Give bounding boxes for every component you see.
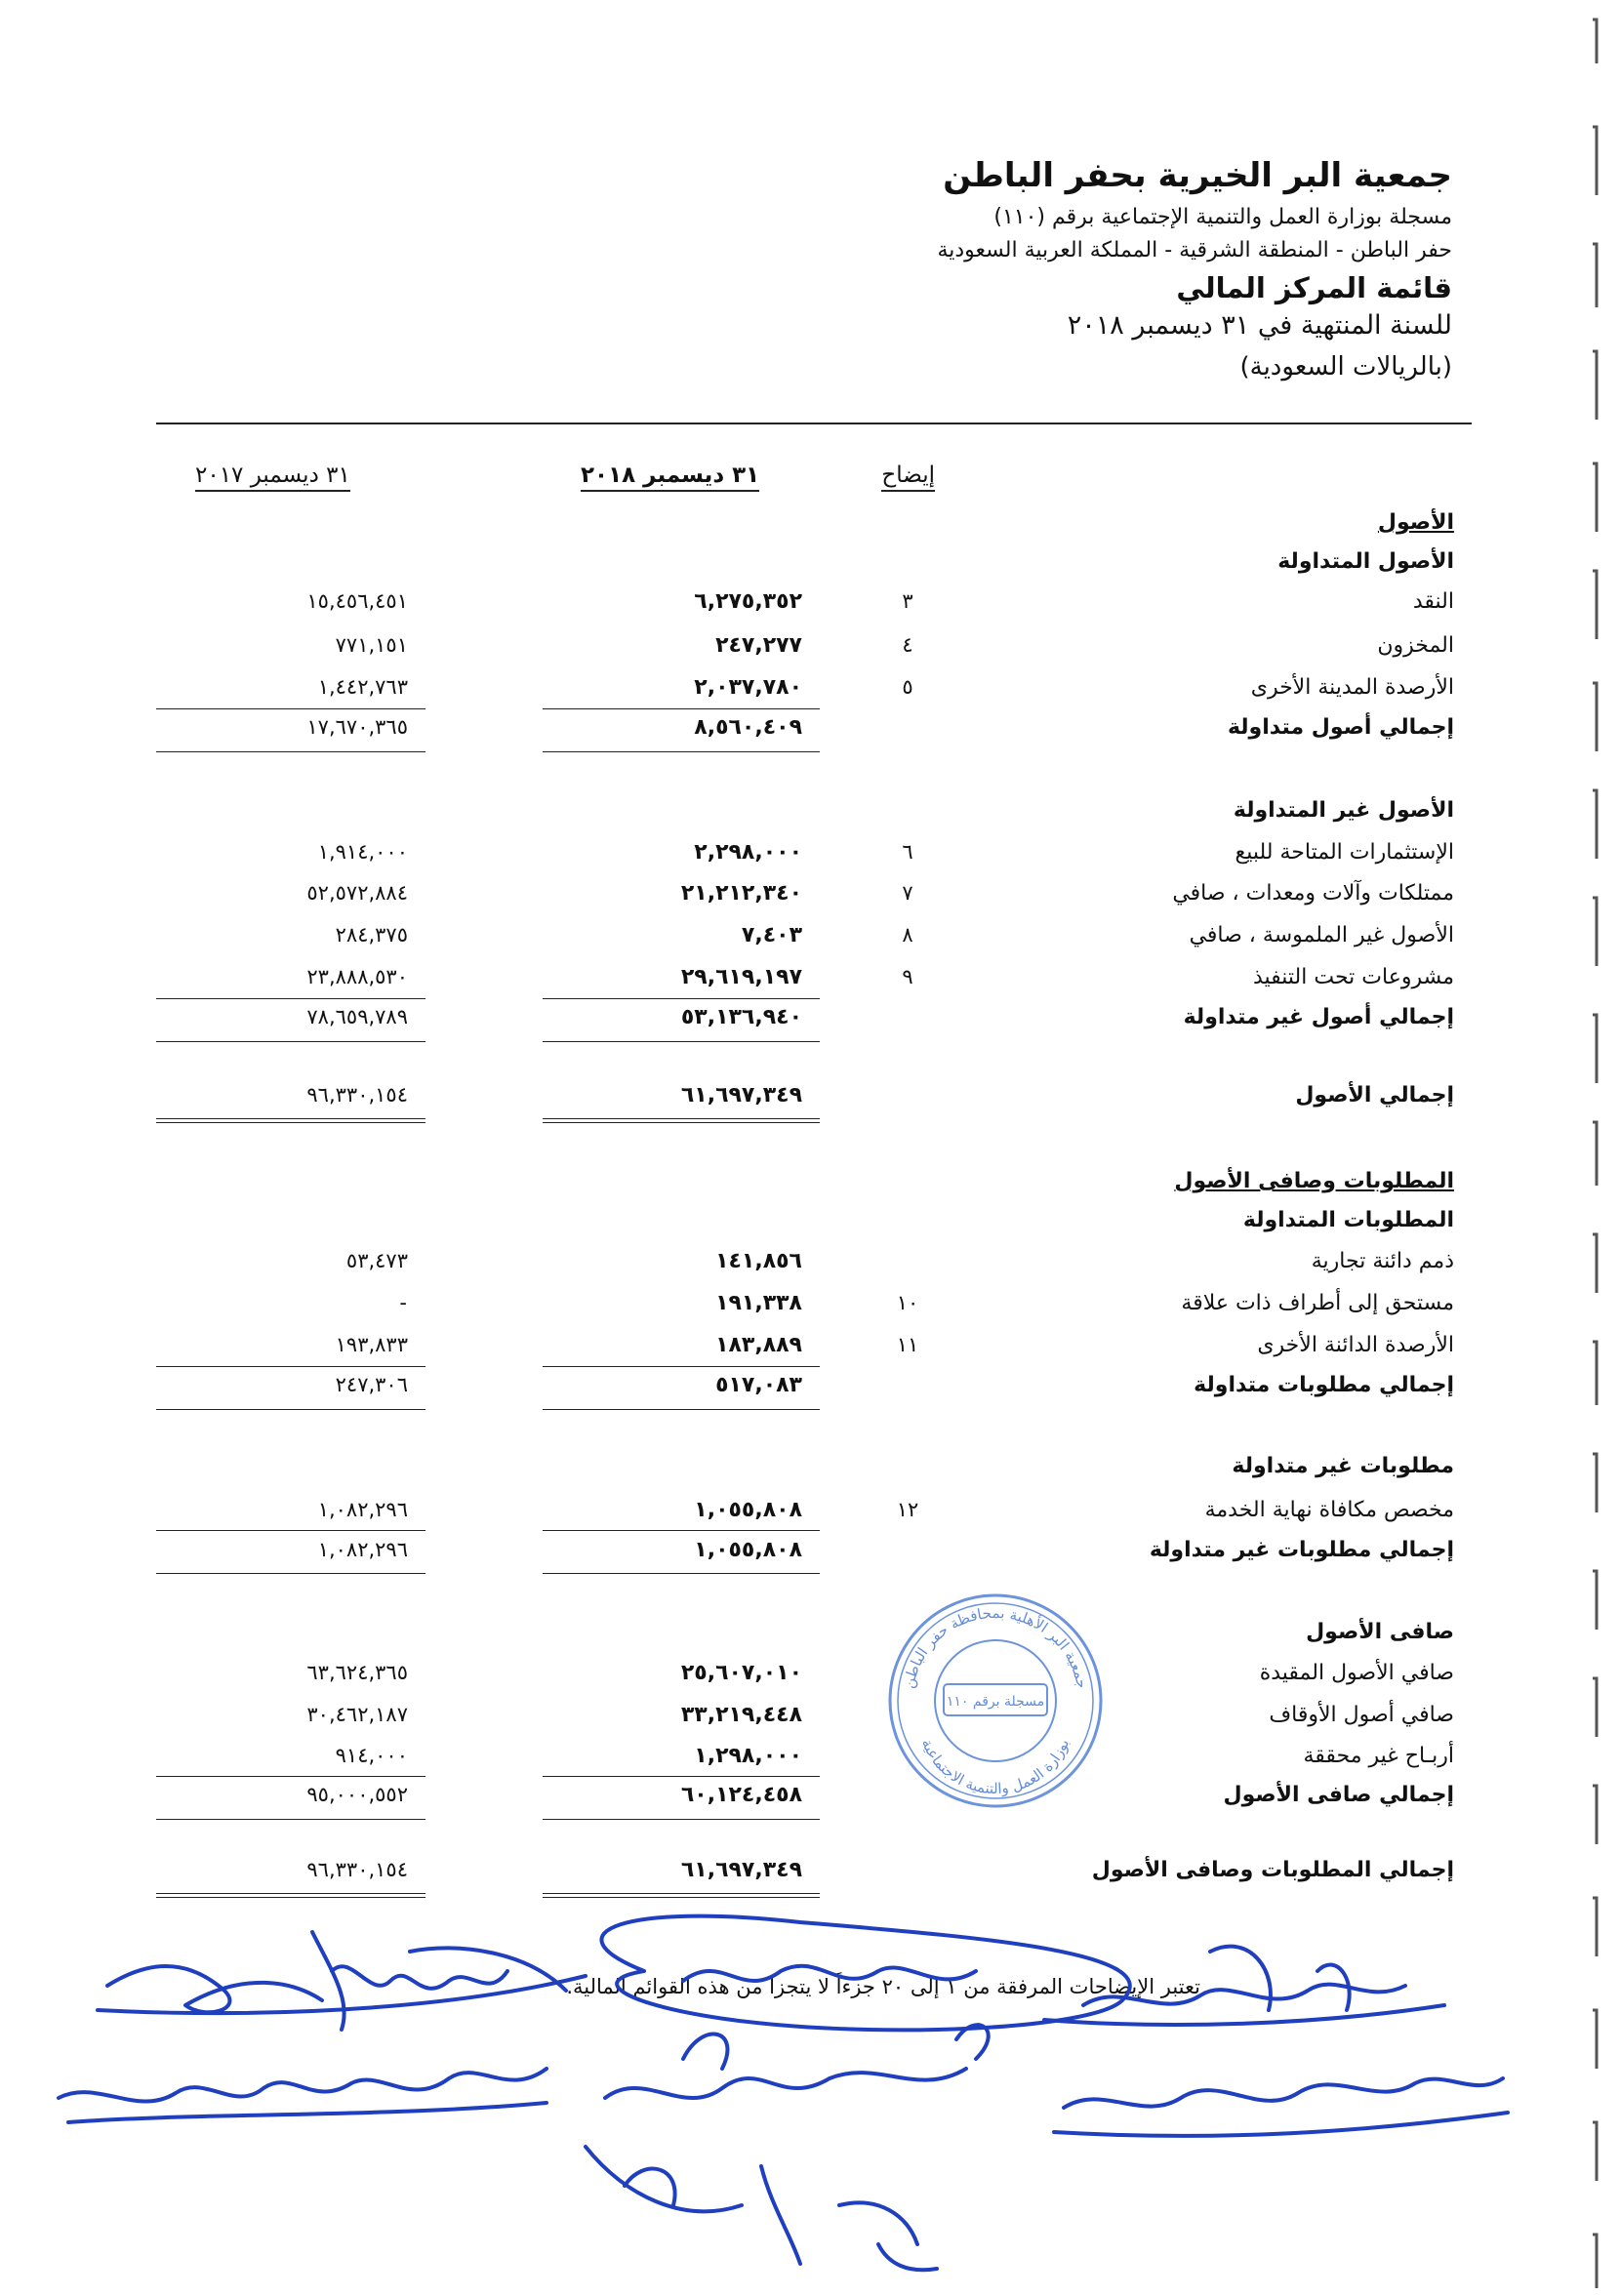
- subtotal-rule: [543, 1776, 820, 1777]
- value-2017: ٥٢,٥٧٢,٨٨٤: [306, 881, 408, 905]
- statement-header: [379, 156, 1452, 386]
- registration-line: مسجلة بوزارة العمل والتنمية الإجتماعية برقم (١١٠): [993, 205, 1452, 229]
- value-2017: ٩٥,٠٠٠,٥٥٢: [306, 1783, 408, 1806]
- row-label: إجمالي الأصول: [1295, 1083, 1454, 1108]
- value-2018: ٥١٧,٠٨٣: [715, 1373, 802, 1397]
- table-row: [0, 923, 1620, 962]
- subtotal-rule: [156, 708, 425, 709]
- table-row: [0, 549, 1620, 588]
- table-row: [0, 1169, 1620, 1208]
- stamp-inner-text: مسجلة برقم ١١٠: [946, 1694, 1045, 1710]
- grand-total-rule: [156, 1893, 425, 1898]
- total-rule: [543, 751, 820, 752]
- grand-total-rule: [543, 1893, 820, 1898]
- row-note: ٧: [902, 881, 913, 905]
- subtotal-rule: [543, 708, 820, 709]
- row-label: صافى الأصول: [1306, 1620, 1454, 1644]
- table-row: [0, 633, 1620, 672]
- value-2018: ١٤١,٨٥٦: [715, 1249, 802, 1273]
- table-row: [0, 1498, 1620, 1537]
- table-row: [0, 798, 1620, 837]
- table-row: [0, 1373, 1620, 1412]
- row-note: ٤: [902, 633, 913, 657]
- row-label: إجمالي مطلوبات غير متداولة: [1149, 1538, 1454, 1562]
- signature-icon: [601, 1916, 1129, 2031]
- value-2017: ٢٣,٨٨٨,٥٣٠: [306, 965, 408, 988]
- currency-note: (بالريالات السعودية): [1239, 352, 1452, 382]
- value-2018: ٦,٢٧٥,٣٥٢: [694, 589, 802, 614]
- statement-title: قائمة المركز المالي: [1176, 271, 1452, 304]
- signature-icon: [1044, 1985, 1444, 2025]
- table-row: [0, 1783, 1620, 1822]
- signature-icon: [586, 2147, 937, 2270]
- value-2018: ١٨٣,٨٨٩: [715, 1333, 802, 1357]
- row-label: الأصول المتداولة: [1277, 549, 1454, 574]
- row-label: إجمالي صافى الأصول: [1223, 1783, 1454, 1807]
- table-row: [0, 881, 1620, 920]
- subtotal-rule: [156, 998, 425, 999]
- footnote: تعتبر الإيضاحات المرفقة من ١ إلى ٢٠ جزءاً لا يتجزا من هذه القوائم المالية.: [566, 1975, 1200, 1998]
- signature-icon: [605, 2025, 989, 2098]
- total-rule: [156, 1409, 425, 1410]
- row-label: المخزون: [1377, 633, 1454, 658]
- row-label: المطلوبات المتداولة: [1242, 1208, 1454, 1232]
- table-row: [0, 589, 1620, 628]
- table-row: [0, 1620, 1620, 1659]
- row-label: مشروعات تحت التنفيذ: [1252, 965, 1454, 989]
- row-label: الأصول: [1377, 510, 1454, 535]
- value-2018: ٢٤٧,٢٧٧: [715, 633, 802, 658]
- total-rule: [543, 1409, 820, 1410]
- value-2018: ٢,٠٣٧,٧٨٠: [694, 675, 802, 700]
- header-rule: [156, 423, 1472, 424]
- row-label: ممتلكات وآلات ومعدات ، صافي: [1172, 881, 1454, 906]
- grand-total-rule: [543, 1118, 820, 1123]
- row-label: مطلوبات غير متداولة: [1232, 1454, 1454, 1478]
- row-note: ١١: [896, 1333, 919, 1356]
- row-note: ١٠: [896, 1291, 919, 1314]
- table-row: [0, 1291, 1620, 1330]
- value-2018: ٢٩,٦١٩,١٩٧: [680, 965, 802, 989]
- row-note: ١٢: [896, 1498, 919, 1521]
- value-2017: ١,٠٨٢,٢٩٦: [317, 1498, 408, 1521]
- subtotal-rule: [543, 1366, 820, 1367]
- value-2017: ١٥,٤٥٦,٤٥١: [306, 589, 408, 613]
- column-header-2018: ٣١ ديسمبر ٢٠١٨: [581, 463, 759, 492]
- total-rule: [156, 751, 425, 752]
- row-note: ٩: [902, 965, 913, 988]
- row-label: الأصول غير المتداولة: [1233, 798, 1454, 823]
- value-2018: ٦٠,١٢٤,٤٥٨: [680, 1783, 802, 1807]
- subtotal-rule: [156, 1530, 425, 1531]
- location-line: حفر الباطن - المنطقة الشرقية - المملكة العربية السعودية: [937, 238, 1452, 262]
- row-label: الأصول غير الملموسة ، صافي: [1189, 923, 1454, 947]
- table-row: [0, 1249, 1620, 1288]
- row-label: مخصص مكافاة نهاية الخدمة: [1204, 1498, 1454, 1522]
- row-note: ٨: [902, 923, 913, 947]
- value-2018: ٢١,٢١٢,٣٤٠: [680, 881, 802, 906]
- value-2017: ١,٠٨٢,٢٩٦: [317, 1538, 408, 1561]
- table-row: [0, 1083, 1620, 1122]
- total-rule: [543, 1041, 820, 1042]
- table-row: [0, 1703, 1620, 1742]
- table-row: [0, 1744, 1620, 1783]
- value-2018: ٣٣,٢١٩,٤٤٨: [680, 1703, 802, 1727]
- value-2017: ١,٤٤٢,٧٦٣: [317, 675, 408, 699]
- value-2018: ١٩١,٣٣٨: [715, 1291, 802, 1315]
- total-rule: [156, 1573, 425, 1574]
- row-label: إجمالي مطلوبات متداولة: [1194, 1373, 1454, 1397]
- column-header-2017: ٣١ ديسمبر ٢٠١٧: [195, 463, 350, 492]
- total-rule: [156, 1041, 425, 1042]
- value-2018: ٧,٤٠٣: [741, 923, 802, 947]
- subtotal-rule: [156, 1776, 425, 1777]
- row-label: إجمالي أصول متداولة: [1227, 715, 1454, 740]
- row-label: إجمالي المطلوبات وصافى الأصول: [1091, 1858, 1454, 1882]
- value-2017: ١٩٣,٨٣٣: [335, 1333, 408, 1356]
- stamp-bottom-text: بوزارة العمل والتنمية الاجتماعية: [917, 1736, 1073, 1798]
- value-2018: ٢٥,٦٠٧,٠١٠: [680, 1661, 802, 1685]
- value-2017: ٦٣,٦٢٤,٣٦٥: [306, 1661, 408, 1684]
- signatures-area: [0, 1913, 1620, 2296]
- value-2017: ٢٤٧,٣٠٦: [335, 1373, 408, 1396]
- value-2017: ٩٦,٣٣٠,١٥٤: [306, 1858, 408, 1881]
- organization-name: جمعية البر الخيرية بحفر الباطن: [943, 156, 1452, 195]
- table-row: [0, 1208, 1620, 1247]
- row-label: المطلوبات وصافى الأصول: [1174, 1169, 1454, 1193]
- row-note: ٥: [902, 675, 913, 699]
- subtotal-rule: [156, 1366, 425, 1367]
- table-row: [0, 1858, 1620, 1897]
- row-note: ٦: [902, 840, 913, 864]
- table-row: [0, 1005, 1620, 1044]
- signature-icon: [683, 1966, 976, 1981]
- svg-text:جمعية البر الأهلية بمحافظة حفر: [900, 1604, 1091, 1690]
- value-2017: ٧٧١,١٥١: [335, 633, 408, 657]
- value-2018: ٦١,٦٩٧,٣٤٩: [680, 1858, 802, 1882]
- subtotal-rule: [543, 998, 820, 999]
- row-label: الأرصدة المدينة الأخرى: [1250, 675, 1454, 700]
- value-2017: ٧٨,٦٥٩,٧٨٩: [306, 1005, 408, 1028]
- column-header-note: إيضاح: [881, 463, 935, 492]
- stamp-outer-text: جمعية البر الأهلية بمحافظة حفر الباطن: [899, 1603, 1092, 1690]
- value-2018: ٥٣,١٣٦,٩٤٠: [680, 1005, 802, 1029]
- value-2018: ١,٠٥٥,٨٠٨: [694, 1538, 802, 1562]
- value-2017: ١,٩١٤,٠٠٠: [317, 840, 408, 864]
- value-2018: ١,٠٥٥,٨٠٨: [694, 1498, 802, 1522]
- total-rule: [156, 1819, 425, 1820]
- row-label: أربـاح غير محققة: [1303, 1744, 1454, 1768]
- signature-icon: [59, 2069, 547, 2122]
- row-label: صافي أصول الأوقاف: [1269, 1703, 1454, 1727]
- statement-period: للسنة المنتهية في ٣١ ديسمبر ٢٠١٨: [1067, 310, 1452, 341]
- table-row: [0, 1661, 1620, 1700]
- table-row: [0, 510, 1620, 549]
- table-row: [0, 715, 1620, 754]
- value-2018: ٦١,٦٩٧,٣٤٩: [680, 1083, 802, 1108]
- value-2017: ٩١٤,٠٠٠: [335, 1744, 408, 1767]
- value-2017: ٩٦,٣٣٠,١٥٤: [306, 1083, 408, 1107]
- value-2018: ٢,٢٩٨,٠٠٠: [694, 840, 802, 865]
- row-label: النقد: [1412, 589, 1454, 614]
- official-stamp-icon: [883, 1589, 1108, 1813]
- value-2017: ٢٨٤,٣٧٥: [335, 923, 408, 947]
- total-rule: [543, 1573, 820, 1574]
- grand-total-rule: [156, 1118, 425, 1123]
- signature-icon: [312, 1932, 566, 2030]
- row-label: صافي الأصول المقيدة: [1259, 1661, 1454, 1685]
- row-label: مستحق إلى أطراف ذات علاقة: [1181, 1291, 1454, 1315]
- value-2017: ٣٠,٤٦٢,١٨٧: [306, 1703, 408, 1726]
- value-2018: ١,٢٩٨,٠٠٠: [694, 1744, 802, 1768]
- row-label: الإستثمارات المتاحة للبيع: [1235, 840, 1454, 865]
- subtotal-rule: [543, 1530, 820, 1531]
- table-row: [0, 840, 1620, 879]
- table-row: [0, 1454, 1620, 1493]
- value-2017: ١٧,٦٧٠,٣٦٥: [306, 715, 408, 739]
- value-2018: ٨,٥٦٠,٤٠٩: [694, 715, 802, 740]
- value-2017: ٥٣,٤٧٣: [345, 1249, 408, 1272]
- total-rule: [543, 1819, 820, 1820]
- signature-icon: [1054, 2078, 1508, 2136]
- row-label: ذمم دائنة تجارية: [1311, 1249, 1454, 1273]
- row-label: الأرصدة الدائنة الأخرى: [1257, 1333, 1454, 1357]
- row-note: ٣: [902, 589, 913, 613]
- value-2017: -: [399, 1291, 408, 1314]
- svg-text:بوزارة العمل والتنمية الاجتماع: [918, 1736, 1073, 1797]
- row-label: إجمالي أصول غير متداولة: [1183, 1005, 1454, 1029]
- binding-marks: [1573, 0, 1612, 2296]
- table-row: [0, 1538, 1620, 1577]
